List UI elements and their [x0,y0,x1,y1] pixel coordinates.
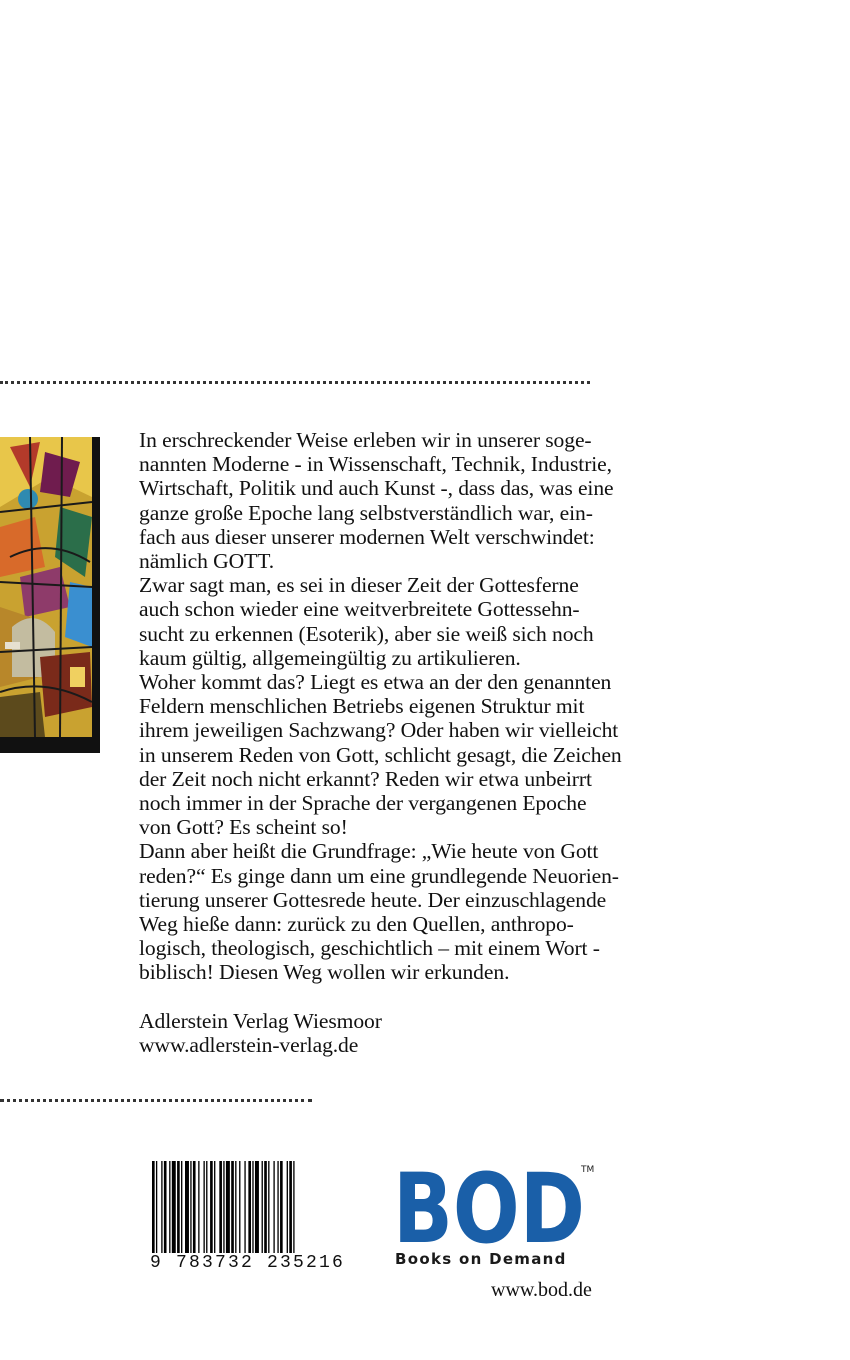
blurb-line: der Zeit noch nicht erkannt? Reden wir etwa unbeirrt [139,766,592,791]
publisher-name: Adlerstein Verlag Wiesmoor [139,1008,382,1033]
blurb-paragraphs [139,428,705,985]
publisher-url: www.adlerstein-verlag.de [139,1032,359,1057]
blurb-line: Weg hieße dann: zurück zu den Quellen, anthropo- [139,912,574,937]
blurb-line: sucht zu erkennen (Esoterik), aber sie weiß sich noch [139,621,594,646]
dotted-separator-top [0,381,590,384]
blurb-line: tierung unserer Gottesrede heute. Der einzuschlagende [139,887,607,912]
bod-logo-letters: BOD [393,1160,585,1248]
blurb-line: Feldern menschlichen Betriebs eigenen Struktur mit [139,694,585,719]
trademark-mark: TM [581,1165,595,1175]
blurb-line: Zwar sagt man, es sei in dieser Zeit der Gottesferne [139,573,579,598]
blurb-line: reden?“ Es ginge dann um eine grundlegende Neuorien- [139,863,619,888]
blurb-line: Woher kommt das? Liegt es etwa an der den genannten [139,670,612,695]
blurb-line: biblisch! Diesen Weg wollen wir erkunden. [139,960,510,985]
blurb-line: von Gott? Es scheint so! [139,815,348,840]
dotted-separator-bottom [0,1099,312,1102]
blurb-line: In erschreckender Weise erleben wir in unserer soge- [139,428,592,452]
blurb-line: noch immer in der Sprache der vergangenen Epoche [139,791,587,816]
blurb-line: Wirtschaft, Politik und auch Kunst -, dass das, was eine [139,476,614,501]
blurb-line: kaum gültig, allgemeingültig zu artikulieren. [139,645,521,670]
blurb-line: fach aus dieser unserer modernen Welt verschwindet: [139,524,595,549]
blurb-text [139,428,705,1057]
blurb-line: logisch, theologisch, geschichtlich – mit einem Wort - [139,936,600,961]
blurb-line: auch schon wieder eine weitverbreitete Gottessehn- [139,597,580,622]
blurb-line: ihrem jeweiligen Sachzwang? Oder haben wir vielleicht [139,718,619,743]
blurb-line: ganze große Epoche lang selbstverständlich war, ein- [139,500,593,525]
blurb-line: in unserem Reden von Gott, schlicht gesagt, die Zeichen [139,742,622,767]
blurb-line: Dann aber heißt die Grundfrage: „Wie heute von Gott [139,839,599,864]
isbn-number: 9 783732 235216 [148,1253,366,1273]
blurb-line: nannten Moderne - in Wissenschaft, Technik, Industrie, [139,452,612,477]
bod-tagline: Books on Demand [395,1250,567,1268]
stained-glass-image [0,437,100,753]
bod-logo [393,1160,598,1270]
bod-website: www.bod.de [491,1279,592,1301]
blurb-line: nämlich GOTT. [139,549,275,574]
